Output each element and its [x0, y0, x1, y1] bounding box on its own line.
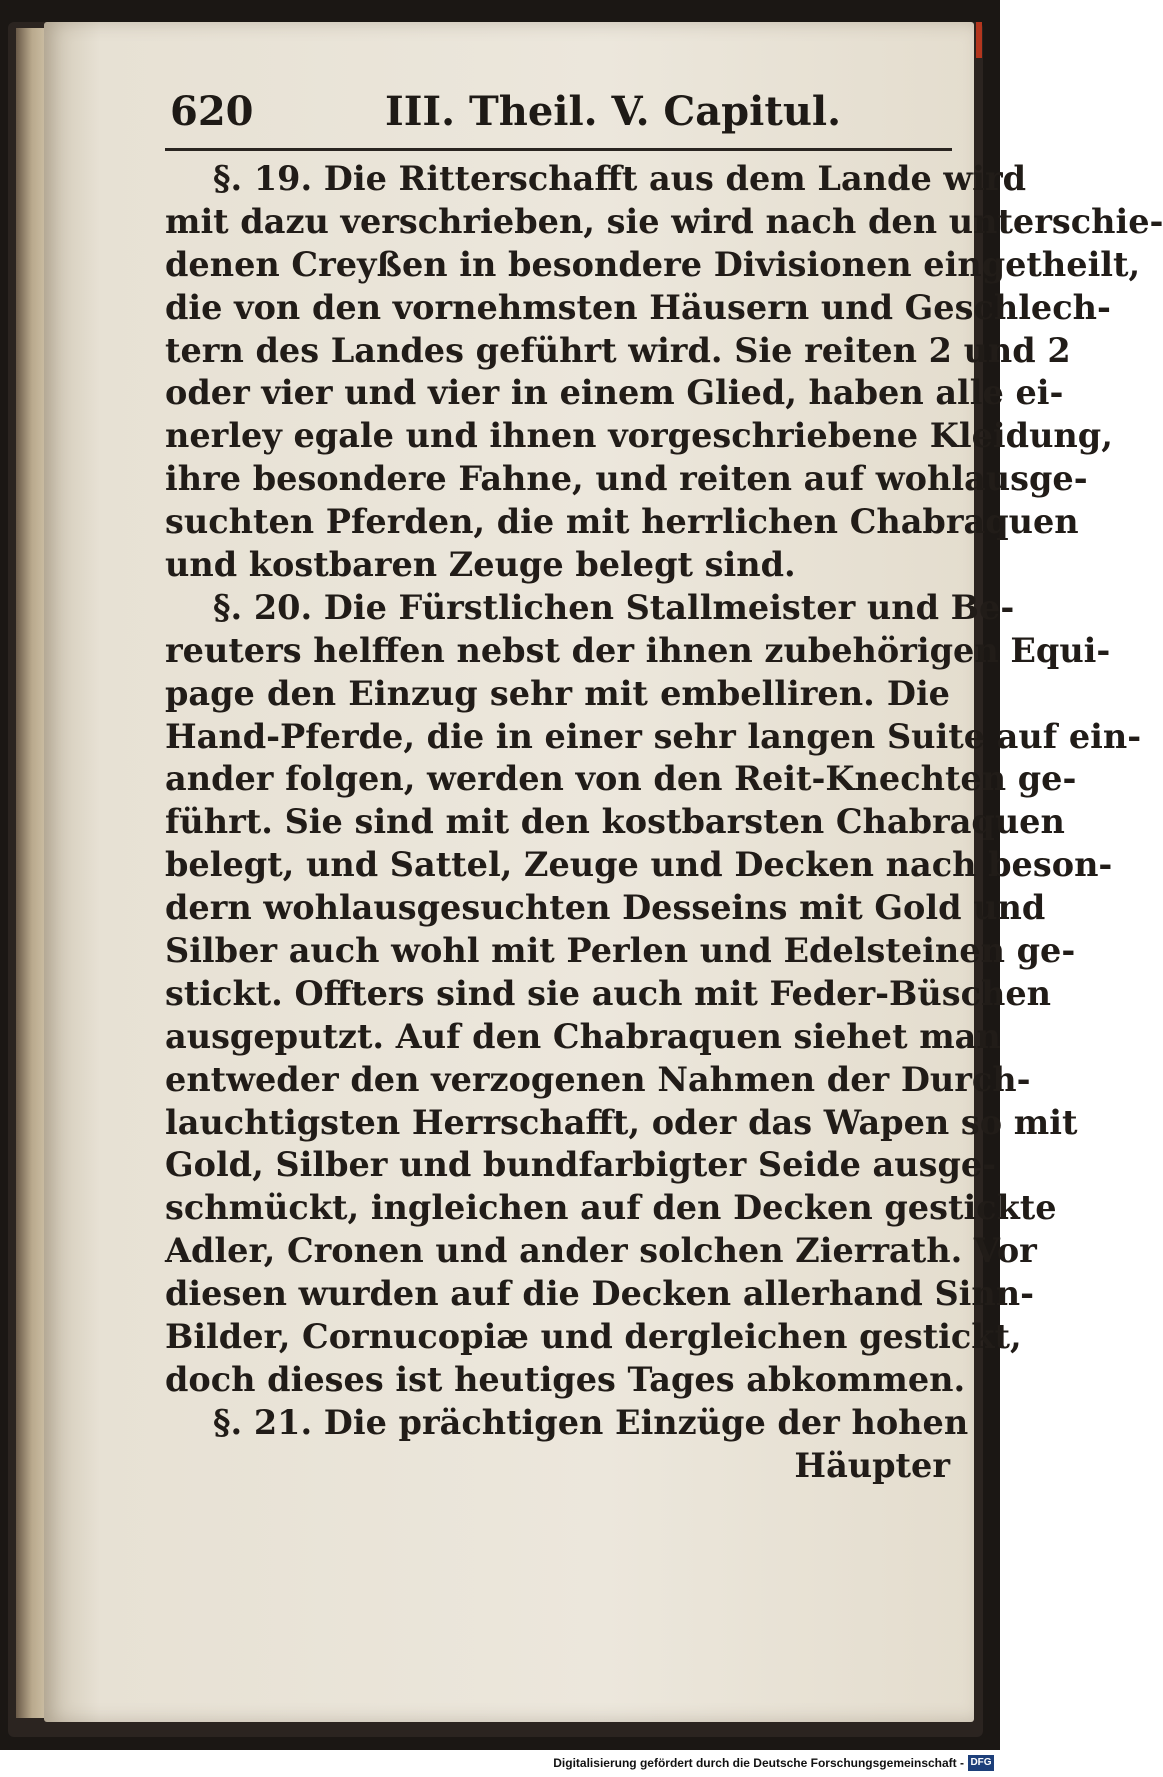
catchword: Häupter — [794, 1445, 950, 1485]
text-line: schmückt, ingleichen auf den Decken gestickte — [165, 1188, 1057, 1228]
header-rule — [165, 148, 952, 151]
body-text — [165, 158, 1163, 1488]
text-line: stickt. Offters sind sie auch mit Feder-Büschen — [165, 973, 1051, 1013]
bookmark-ribbon — [976, 22, 982, 58]
text-line: oder vier und vier in einem Glied, haben alle ei- — [165, 373, 1064, 413]
text-line: diesen wurden auf die Decken allerhand Sinn- — [165, 1274, 1034, 1314]
text-line: doch dieses ist heutiges Tages abkommen. — [165, 1359, 966, 1399]
text-line: nerley egale und ihnen vorgeschriebene Kleidung, — [165, 416, 1113, 456]
text-line: denen Creyßen in besondere Divisionen eingetheilt, — [165, 244, 1141, 284]
text-line: page den Einzug sehr mit embelliren. Die — [165, 673, 950, 713]
text-line: §. 20. Die Fürstlichen Stallmeister und Be- — [213, 587, 1015, 627]
text-line: Gold, Silber und bundfarbigter Seide ausge- — [165, 1145, 997, 1185]
text-line: ausgeputzt. Auf den Chabraquen siehet man — [165, 1016, 1001, 1056]
page-number: 620 — [170, 88, 254, 135]
text-line: Bilder, Cornucopiæ und dergleichen gestickt, — [165, 1317, 1022, 1357]
text-line: Silber auch wohl mit Perlen und Edelsteinen ge- — [165, 931, 1076, 971]
footer-bar — [0, 1751, 1000, 1777]
text-line: die von den vornehmsten Häusern und Geschlech- — [165, 287, 1111, 327]
running-title: III. Theil. V. Capitul. — [385, 88, 842, 135]
text-line: führt. Sie sind mit den kostbarsten Chabraquen — [165, 802, 1065, 842]
text-line: Adler, Cronen und ander solchen Zierrath. Vor — [165, 1231, 1037, 1271]
text-line: Hand-Pferde, die in einer sehr langen Suite auf ein- — [165, 716, 1142, 756]
footer-credit: Digitalisierung gefördert durch die Deutsche Forschungsgemeinschaft - — [553, 1756, 964, 1770]
text-line: belegt, und Sattel, Zeuge und Decken nach beson- — [165, 845, 1113, 885]
text-line: ihre besondere Fahne, und reiten auf wohlausge- — [165, 459, 1088, 499]
text-line: entweder den verzogenen Nahmen der Durch- — [165, 1059, 1031, 1099]
text-line: suchten Pferden, die mit herrlichen Chabraquen — [165, 502, 1079, 542]
text-line: reuters helffen nebst der ihnen zubehörigen Equi- — [165, 630, 1111, 670]
dfg-logo-icon: DFG — [968, 1755, 994, 1771]
text-line: tern des Landes geführt wird. Sie reiten 2 und 2 — [165, 330, 1071, 370]
page-header — [170, 88, 950, 144]
text-line: lauchtigsten Herrschafft, oder das Wapen so mit — [165, 1102, 1078, 1142]
text-line: und kostbaren Zeuge belegt sind. — [165, 545, 796, 585]
text-line: dern wohlausgesuchten Desseins mit Gold und — [165, 888, 1046, 928]
text-line: mit dazu verschrieben, sie wird nach den unterschie- — [165, 201, 1163, 241]
text-line: §. 21. Die prächtigen Einzüge der hohen — [213, 1402, 969, 1442]
text-line: §. 19. Die Ritterschafft aus dem Lande wird — [213, 159, 1027, 198]
text-line: ander folgen, werden von den Reit-Knechten ge- — [165, 759, 1077, 799]
